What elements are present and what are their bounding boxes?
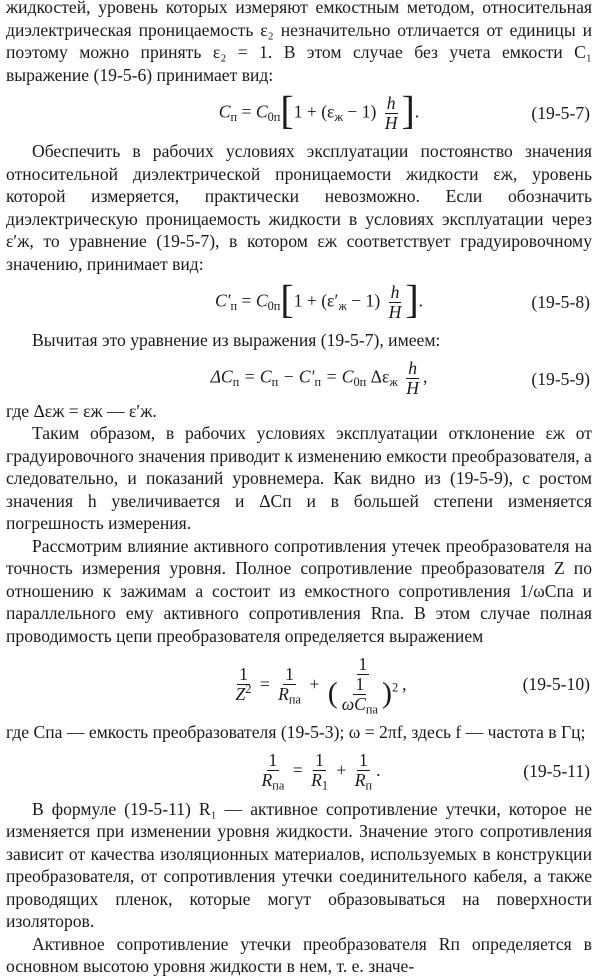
- equation-number: (19-5-8): [531, 291, 590, 312]
- paragraph-7: где Cпa — емкость преобразователя (19-5-3); ω = 2πf, здесь f — частота в Гц;: [6, 722, 586, 742]
- equation-body: $C'_п = C_{0п}[1 + (\varepsilon'_ж - 1)$ $\frac{h}{H}$ ].: [214, 276, 424, 322]
- paragraph-4: где Δεж = εж — ε′ж.: [6, 400, 157, 421]
- equation-19-5-11: [6, 746, 592, 796]
- paragraph-6: Рассмотрим влияние активного сопротивления утечек преобразователя на точность измерения уровня. Полное сопротивление преобразователя Z по отношению к зажимам a состоит из емкостного сопротивления 1/ωCпa и параллельного ему активного сопротивления Rпa. В этом случае полная проводимость цепи преобразователя определяется выражением: [6, 535, 592, 646]
- equation-body: $\frac{1}{R_{пa}}$ = $\frac{1}{R_1}$ + $\frac{1}{R_п}$ .: [261, 750, 381, 793]
- equation-body: $C_п = C_{0п}[1 + (\varepsilon_ж - 1)$ $\frac{h}{H}$ ].: [218, 87, 420, 133]
- paragraph-9: Активное сопротивление утечки преобразователя Rп определяется в основном высотою уровня жидкости в нем, т. е. значе-: [6, 933, 592, 976]
- equation-19-5-8: [6, 277, 592, 327]
- equation-19-5-7: [6, 88, 592, 138]
- equation-number: (19-5-11): [523, 760, 590, 781]
- paragraph-5: Таким образом, в рабочих условиях эксплуатации отклонение εж от градуировочного значения приводит к изменению емкости преобразователя, а следовательно, и показаний уровнемера. Как видно из (19-5-9), с ростом значения h увеличивается и ΔCп и в большей степени изменяется погрешность измерения.: [6, 423, 592, 533]
- paragraph-3: Вычитая это уравнение из выражения (19-5-7), имеем:: [32, 330, 441, 350]
- paragraph-8: В формуле (19-5-11) R₁ — активное сопротивление утечки, которое не изменяется при изменении уровня жидкости. Значение этого сопротивления зависит от качества изоляционных материалов, используемых в конструкции преобразователя, от сопротивления утечки соединительного кабеля, а также проводящих пленок, которые могут образовываться на поверхности изоляторов.: [6, 798, 592, 931]
- equation-body: $\frac{1}{Z^2}$ = $\frac{1}{R_{пa}}$ + 1 ( $\frac{1}{\omega C_{пa}}$ )$^2$ ,: [235, 653, 407, 717]
- equation-number: (19-5-9): [531, 368, 590, 389]
- paragraph-1: жидкостей, уровень которых измеряют емкостным методом, относительная диэлектрическая проницаемость ε₂ незначительно отличается от единицы и поэтому можно принять ε₂ = 1. В этом случае без учета емкости C₁ выражение (19-5-6) принимает вид:: [6, 0, 592, 85]
- paragraph-2: Обеспечить в рабочих условиях эксплуатации постоянство значения относительной диэлектрической проницаемости жидкости εж, уровень которой измеряется, практически невозможно. Если обозначить диэлектрическую проницаемость жидкости в условиях эксплуатации через ε′ж, то уравнение (19-5-7), в котором εж соответствует градуировочному значению, принимает вид:: [6, 141, 592, 274]
- equation-19-5-10: [6, 649, 592, 719]
- equation-body: $\Delta C_п = C_п - C'_п = C_{0п}$ $\Delta\varepsilon_ж$ $\frac{h}{H}$ ,: [210, 358, 428, 398]
- equation-number: (19-5-10): [522, 673, 590, 694]
- equation-number: (19-5-7): [531, 102, 590, 123]
- equation-19-5-9: [6, 354, 592, 404]
